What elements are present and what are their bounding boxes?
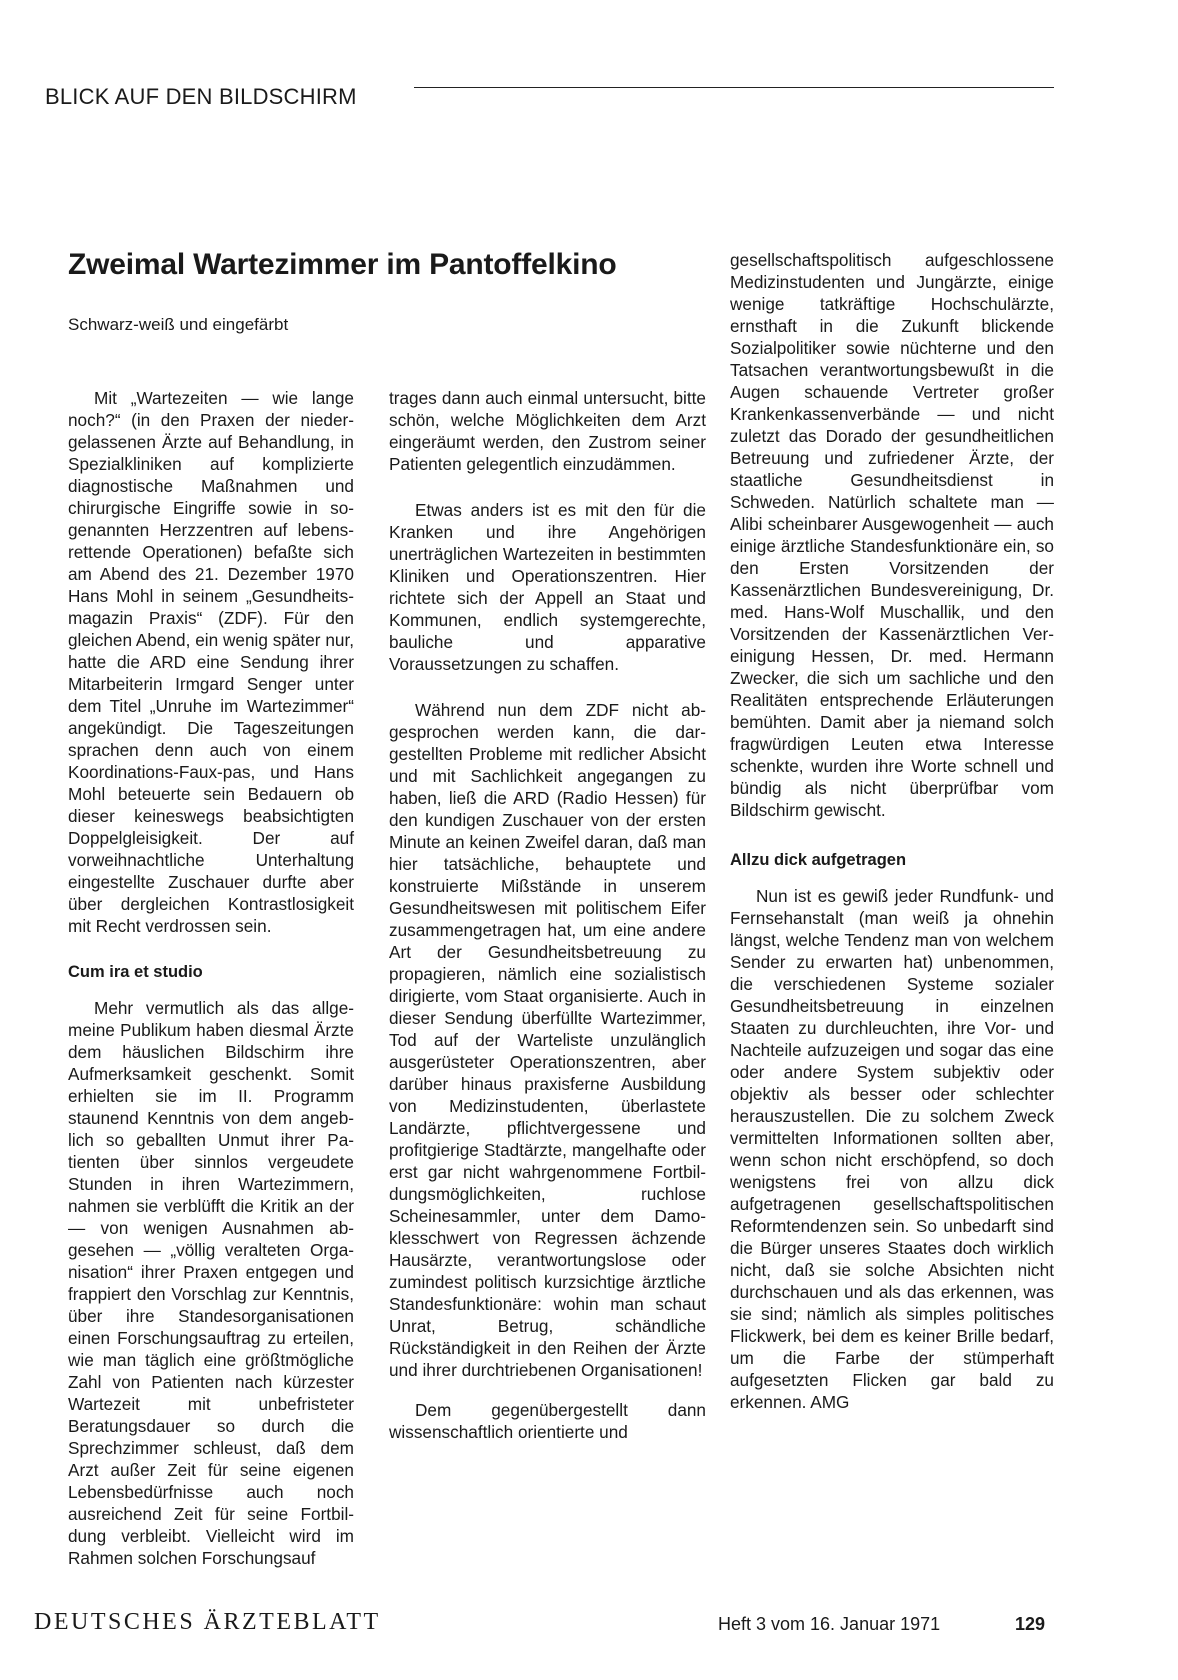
paragraph: trages dann auch einmal untersucht, bitte schön, welche Möglichkeiten dem Arzt eingeräumt werden, den Zustrom seiner Patienten gelegentlich einzudämmen. [389, 388, 706, 474]
subheading: Allzu dick aufgetragen [730, 851, 907, 869]
article-column-3 [730, 249, 1054, 1413]
paragraph: Nun ist es gewiß jeder Rundfunk- und Fernsehanstalt (man weiß ja ohnehin längst, welche Tendenz man von welchem Sender zu erwarten hat) unbenommen, die verschiedenen Systeme sozialer Gesundheitsbetreuung in einzelnen Staaten zu durchleuchten, ihre Vor- und Nachteile aufzuzeigen und sogar das eine oder andere System subjektiv oder objektiv als besser oder schlechter herauszustellen. Die zu solchem Zweck vermittelten Informationen sollten aber, wenn schon nicht erschöpfend, so doch wenigstens frei von allzu dick aufgetragenen gesellschaftspolitischen Reformtendenzen sein. So unbedarft sind die Bürger unseres Staates doch wirklich nicht, daß sie solche Absichten nicht durchschauen und als das erkennen, was sie sind; nämlich als simples politisches Flickwerk, bei dem es keiner Brille bedarf, um die Farbe der stümperhaft aufgesetzten Flicken gar bald zu erkennen. AMG [730, 886, 1054, 1412]
paragraph: Etwas anders ist es mit den für die Kranken und ihre Angehörigen unerträglichen Wartezeiten in bestimmten Kliniken und Operationszentren. Hier richtete sich der Appell an Staat und Kommunen, endlich systemgerechte, bauliche und apparative Voraussetzungen zu schaffen. [389, 500, 706, 674]
article-title: Zweimal Wartezimmer im Pantoffelkino [68, 248, 617, 281]
issue-info: Heft 3 vom 16. Januar 1971 [718, 1614, 941, 1634]
journal-name: DEUTSCHES ÄRZTEBLATT [34, 1609, 381, 1635]
paragraph: Dem gegenübergestellt dann wissenschaftlich orientierte und [389, 1400, 706, 1442]
paragraph: gesellschaftspolitisch aufgeschlossene Medizinstudenten und Jungärzte, einige wenige tatkräftige Hochschulärzte, ernsthaft in die Zukunft blickende Sozialpolitiker sowie nüchterne und den Tatsachen verantwortungsbewußt in die Augen schauende Vertreter großer Krankenkassenverbände — und nicht zuletzt das Dorado der gesundheitlichen Betreuung und zufriedener Ärzte, der staatliche Gesundheitsdienst in Schweden. Natürlich schaltete man — Alibi scheinbarer Ausgewogenheit — auch einige ärztliche Standesfunktionäre ein, so den Ersten Vorsitzenden der Kassenärztlichen Bundesvereinigung, Dr. med. Hans-Wolf Muschallik, und den Vorsitzenden der Kassenärztlichen Vereinigung Hessen, Dr. med. Hermann Zwecker, die sich um sachliche und den Realitäten entsprechende Erläuterungen bemühten. Damit aber ja niemand solch fragwürdigen Leuten etwa Interesse schenkte, wurden ihre Worte schnell und bündig als nicht überprüfbar vom Bildschirm gewischt. [730, 250, 1054, 820]
page-number: 129 [1015, 1614, 1046, 1634]
paragraph: Während nun dem ZDF nicht abgesprochen werden kann, die dargestellten Probleme mit redlicher Absicht und mit Sachlichkeit angegangen zu haben, ließ die ARD (Radio Hessen) für den kundigen Zuschauer von der ersten Minute an keinen Zweifel daran, daß man hier tatsächliche, behauptete und konstruierte Mißstände in unserem Gesundheitswesen mit politischem Eifer zusammengetragen hat, um eine andere Art der Gesundheitsbetreuung zu propagieren, nämlich eine sozialistisch dirigierte, vom Staat organisierte. Auch in dieser Sendung überfüllte Wartezimmer, Tod auf der Warteliste unzulänglich ausgerüsteter Operationszentren, aber darüber hinaus praxisferne Ausbildung von Medizinstudenten, überlastete Landärzte, pflichtvergessene und profitgierige Stadtärzte, mangelhafte oder erst gar nicht wahrgenommene Fortbildungsmöglichkeiten, ruchlose Scheinesammler, unter dem Damoklesschwert von Regressen ächzende Hausärzte, verantwortungslose oder zumindest politisch kurzsichtige ärztliche Standesfunktionäre: wohin man schaut Unrat, Betrug, schändliche Rückständigkeit in den Reihen der Ärzte und ihrer durchtriebenen Organisationen! [389, 700, 706, 1380]
paragraph: Mit „Wartezeiten — wie lange noch?“ (in den Praxen der niedergelassenen Ärzte auf Behandlung, in Spezialkliniken auf komplizierte diagnostische Maßnahmen und chirurgische Eingriffe sowie in sogenannten Herzzentren auf lebensrettende Operationen) befaßte sich am Abend des 21. Dezember 1970 Hans Mohl in seinem „Gesundheitsmagazin Praxis“ (ZDF). Für den gleichen Abend, ein wenig später nur, hatte die ARD eine Sendung ihrer Mitarbeiterin Irmgard Senger unter dem Titel „Unruhe im Wartezimmer“ angekündigt. Die Tageszeitungen sprachen denn auch von einem Koordinations-Faux-pas, und Hans Mohl beteuerte sein Bedauern ob dieser keineswegs beabsichtigten Doppelgleisigkeit. Der auf vorweihnachtliche Unterhaltung eingestellte Zuschauer durfte aber über dergleichen Kontrastlosigkeit mit Recht verdrossen sein. [68, 388, 354, 936]
section-label: BLICK AUF DEN BILDSCHIRM [45, 84, 357, 109]
article-subtitle: Schwarz-weiß und eingefärbt [68, 315, 289, 334]
header-rule [414, 87, 1054, 88]
subheading: Cum ira et studio [68, 963, 203, 981]
article-column-1 [68, 387, 354, 1569]
paragraph: Mehr vermutlich als das allgemeine Publikum haben diesmal Ärzte dem häuslichen Bildschirm ihre Aufmerksamkeit geschenkt. Somit erhielten sie im II. Programm staunend Kenntnis von dem angeblich so geballten Unmut ihrer Patienten über sinnlos vergeudete Stunden in ihren Wartezimmern, nahmen sie verblüfft die Kritik an der — von wenigen Ausnahmen abgesehen — „völlig veralteten Organisation“ ihrer Praxen entgegen und frappiert den Vorschlag zur Kenntnis, über ihre Standesorganisationen einen Forschungsauftrag zu erteilen, wie man täglich eine größtmögliche Zahl von Patienten nach kürzester Wartezeit mit unbefristeter Beratungsdauer so durch die Sprechzimmer schleust, daß dem Arzt außer Zeit für seine eigenen Lebensbedürfnisse auch noch ausreichend Zeit für seine Fortbildung verbleibt. Vielleicht wird im Rahmen solchen Forschungsauf [68, 998, 354, 1568]
article-column-2 [389, 387, 706, 1443]
